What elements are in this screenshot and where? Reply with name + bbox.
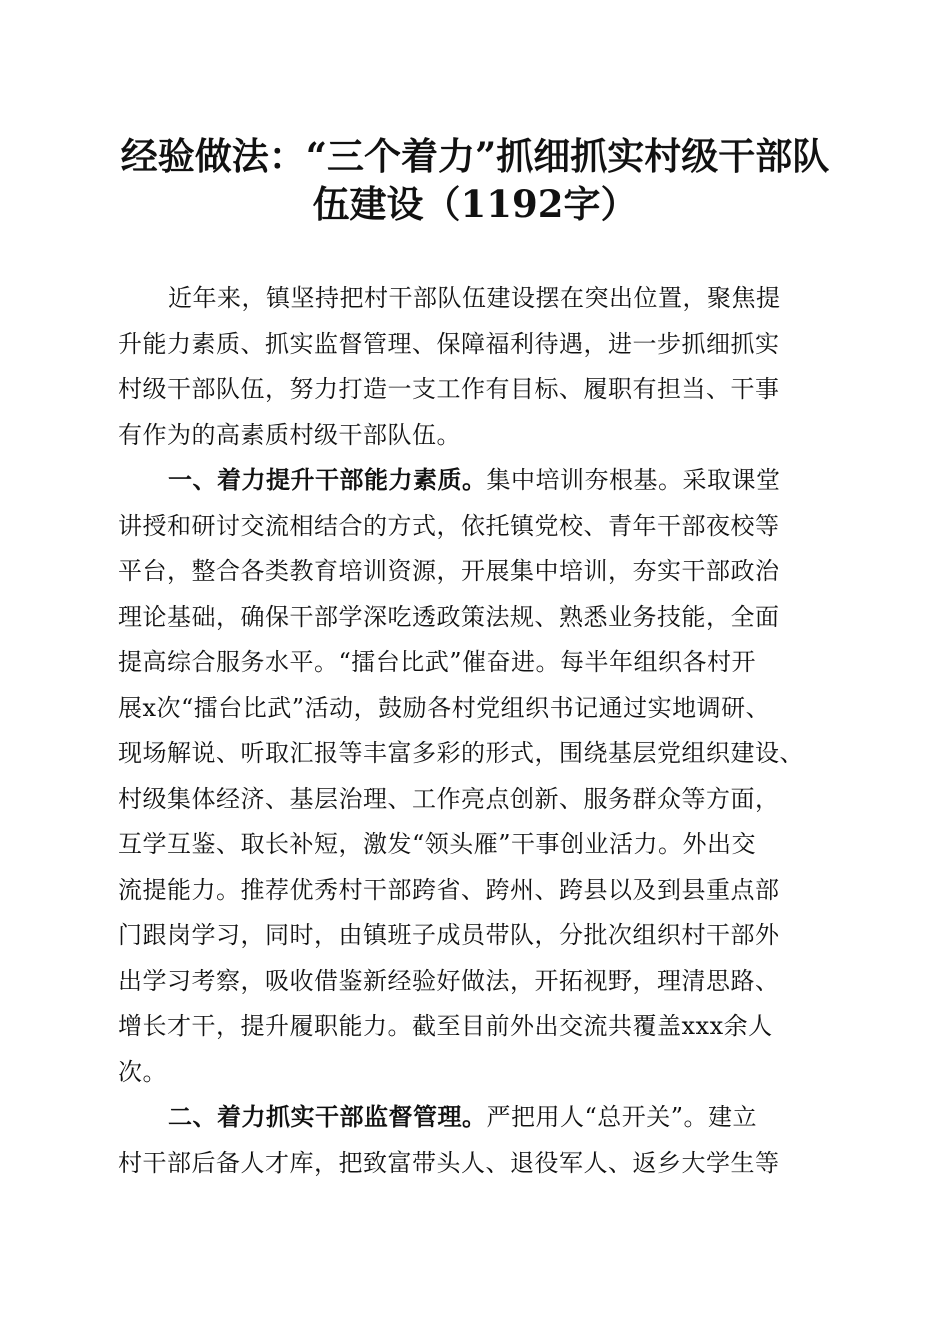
paragraph-line: 近年来，镇坚持把村干部队伍建设摆在突出位置，聚焦提 xyxy=(168,284,781,312)
document-body xyxy=(118,280,838,1190)
paragraph-line: 门跟岗学习，同时，由镇班子成员带队，分批次组织村干部外 xyxy=(118,921,780,949)
paragraph-line: 现场解说、听取汇报等丰富多彩的形式，围绕基层党组织建设、 xyxy=(118,739,804,767)
paragraph-line: 理论基础，确保干部学深吃透政策法规、熟悉业务技能，全面 xyxy=(118,602,780,631)
paragraph-line: 升能力素质、抓实监督管理、保障福利待遇，进一步抓细抓实 xyxy=(118,329,780,358)
paragraph-line: 提高综合服务水平。“擂台比武”催奋进。每半年组织各村开 xyxy=(118,648,757,676)
paragraph-text: 集中培训夯根基。采取课堂 xyxy=(486,466,781,494)
section-heading-line xyxy=(118,1099,838,1145)
paragraph-line: 次。 xyxy=(118,1057,167,1086)
paragraph-line: 流提能力。推荐优秀村干部跨省、跨州、跨县以及到县重点部 xyxy=(118,875,780,904)
paragraph-line: 平台，整合各类教育培训资源，开展集中培训，夯实干部政治 xyxy=(118,557,780,585)
section-heading-2: 二、着力抓实干部监督管理。 xyxy=(168,1102,487,1131)
section-heading-1: 一、着力提升干部能力素质。 xyxy=(168,465,487,494)
paragraph-line: 展x次“擂台比武”活动，鼓励各村党组织书记通过实地调研、 xyxy=(118,693,771,722)
paragraph-line: 增长才干，提升履职能力。截至目前外出交流共覆盖xxx余人 xyxy=(118,1012,773,1040)
paragraph-line: 讲授和研讨交流相结合的方式，依托镇党校、青年干部夜校等 xyxy=(118,511,780,540)
paragraph-line: 出学习考察，吸收借鉴新经验好做法，开拓视野，理清思路、 xyxy=(118,966,780,995)
paragraph-text: 严把用人“总开关”。建立 xyxy=(486,1103,758,1131)
title-line-1: 经验做法：“三个着力”抓细抓实村级干部队 xyxy=(120,134,830,178)
title-line-2: 伍建设（1192字） xyxy=(312,182,638,226)
paragraph-line: 互学互鉴、取长补短，激发“领头雁”干事创业活力。外出交 xyxy=(118,830,757,858)
section-heading-line xyxy=(118,462,838,508)
paragraph-line: 村级干部队伍，努力打造一支工作有目标、履职有担当、干事 xyxy=(118,375,780,403)
document-title xyxy=(110,132,840,228)
paragraph-line: 村干部后备人才库，把致富带头人、退役军人、返乡大学生等 xyxy=(118,1148,780,1177)
paragraph-line: 有作为的高素质村级干部队伍。 xyxy=(118,420,461,449)
paragraph-line: 村级集体经济、基层治理、工作亮点创新、服务群众等方面， xyxy=(118,784,780,813)
